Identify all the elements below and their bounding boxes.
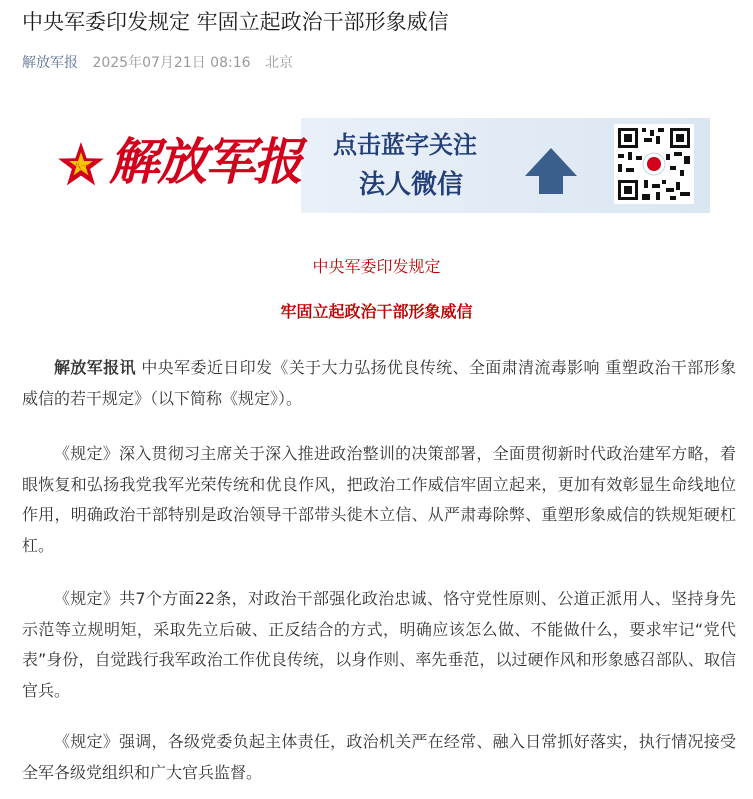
newspaper-logo: 解放军报: [109, 132, 301, 191]
banner-cta-line2: 法人微信: [359, 170, 464, 200]
body-paragraph-3: 《规定》共7个方面22条，对政治干部强化政治忠诚、恪守党性原则、公道正派用人、坚持身先示范等立规明矩，采取先立后破、正反结合的方式，明确应该怎么做、不能做什么，要求牢记“党代表”身份，自觉践行我军政治工作优良传统，以身作则、率先垂范，以过硬作风和形象感召部队、取信官兵。: [22, 589, 736, 700]
publish-location: 北京: [264, 55, 293, 71]
publish-time: 2025年07月21日 08:16: [92, 55, 251, 71]
subhead-line2: 牢固立起政治干部形象威信: [280, 302, 473, 321]
up-arrow-icon: [523, 146, 579, 196]
banner-cta-line1: 点击蓝字关注: [333, 131, 477, 159]
article-meta: [22, 52, 293, 74]
subhead-line1: 中央军委印发规定: [312, 257, 441, 276]
body-paragraph-2: 《规定》深入贯彻习主席关于深入推进政治整训的决策部署，全面贯彻新时代政治建军方略，着眼恢复和弘扬我党我军光荣传统和优良作风，把政治工作威信牢固立起来，更加有效彰显生命线地位作用，明确政治干部特别是政治领导干部带头徙木立信、从严肃毒除弊、重塑形象威信的铁规矩硬杠杠。: [22, 444, 736, 555]
paragraph-1-text: 中央军委近日印发《关于大力弘扬优良传统、全面肃清流毒影响 重塑政治干部形象威信的若干规定》（以下简称《规定》）。: [22, 358, 736, 408]
source-link[interactable]: 解放军报: [22, 55, 78, 71]
body-paragraph-1: [22, 353, 736, 414]
qr-code-icon[interactable]: [614, 124, 694, 204]
article-title: 中央军委印发规定 牢固立起政治干部形象威信: [22, 10, 449, 34]
army-star-icon: [57, 140, 105, 188]
dateline-lead: 解放军报讯: [54, 358, 136, 377]
follow-banner[interactable]: [53, 118, 710, 213]
star-glyph: 八一: [74, 162, 88, 170]
body-paragraph-4: 《规定》强调，各级党委负起主体责任，政治机关严在经常、融入日常抓好落实，执行情况接受全军各级党组织和广大官兵监督。: [22, 732, 736, 782]
